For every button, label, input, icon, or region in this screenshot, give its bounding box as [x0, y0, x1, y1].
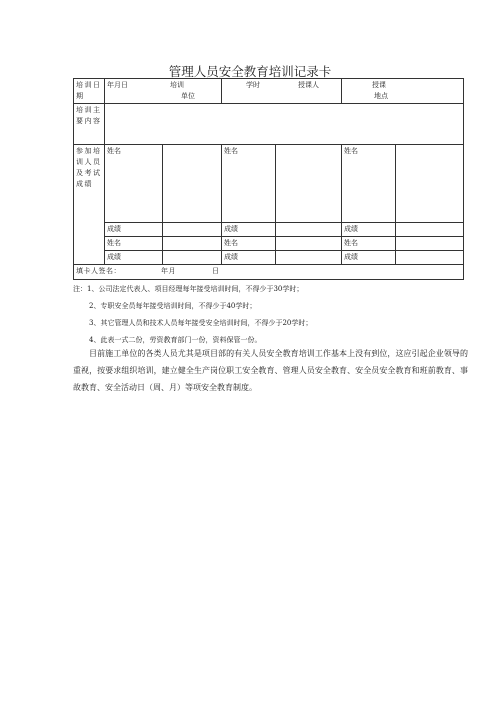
participant-score-cell — [163, 145, 222, 223]
score-label: 成绩 — [105, 251, 163, 265]
table-row — [74, 104, 464, 145]
table-row — [74, 145, 464, 223]
score-label: 成绩 — [342, 223, 396, 237]
score-label: 成绩 — [222, 251, 276, 265]
table-row — [74, 251, 464, 265]
name-label: 姓名 — [222, 237, 276, 251]
notes-section — [73, 281, 468, 349]
signature-row: 填卡人签名： 年月 日 — [74, 265, 464, 280]
training-date-label: 培训日 期 — [74, 79, 105, 104]
participant-score-cell — [276, 145, 342, 223]
table-row — [74, 237, 464, 251]
body-paragraph: 目前施工单位的各类人员尤其是项目部的有关人员安全教育培训工作基本上没有到位，这应引起企业领导的重视，按要求组织培训，建立健全生产岗位职工安全教育、管理人员安全教育、安全员安全教育和班前教育、事故教育、安全活动日（周、月）等项安全教育制度。 — [73, 349, 468, 392]
participant-name-cell: 姓名 — [342, 145, 396, 223]
score-label: 成绩 — [105, 223, 163, 237]
training-content-label: 培训主 要内容 — [74, 104, 105, 145]
participant-score-cell — [396, 145, 464, 223]
score-label: 成绩 — [222, 223, 276, 237]
note-item: 注：1、公司法定代表人、项目经理每年接受培训时间，不得少于30学时； — [73, 285, 304, 293]
training-record-table — [73, 78, 464, 280]
note-item: 3、其它管理人员和技术人员每年接受安全培训时间，不得少于20学时； — [89, 319, 313, 327]
training-content-value — [105, 104, 464, 145]
note-item: 2、专职安全员每年接受培训时间，不得少于40学时； — [89, 302, 257, 310]
table-row — [74, 79, 464, 104]
participant-name-cell: 姓名 — [222, 145, 276, 223]
name-label: 姓名 — [342, 237, 396, 251]
score-label: 成绩 — [342, 251, 396, 265]
training-hours-cell: 学时 授课人 — [222, 79, 342, 104]
document-title: 管理人员安全教育培训记录卡 — [168, 64, 332, 79]
note-item: 4、此表一式二份，劳资教育部门一份，资料保管一份。 — [89, 336, 262, 344]
participant-name-cell: 姓名 — [105, 145, 163, 223]
table-row — [74, 265, 464, 280]
name-label: 姓名 — [105, 237, 163, 251]
training-date-value: 年月日 培训 单位 — [105, 79, 222, 104]
participants-label: 参加培 训人员 及考试 成绩 — [74, 145, 105, 265]
table-row — [74, 223, 464, 237]
training-place-cell: 授课 地点 — [342, 79, 464, 104]
